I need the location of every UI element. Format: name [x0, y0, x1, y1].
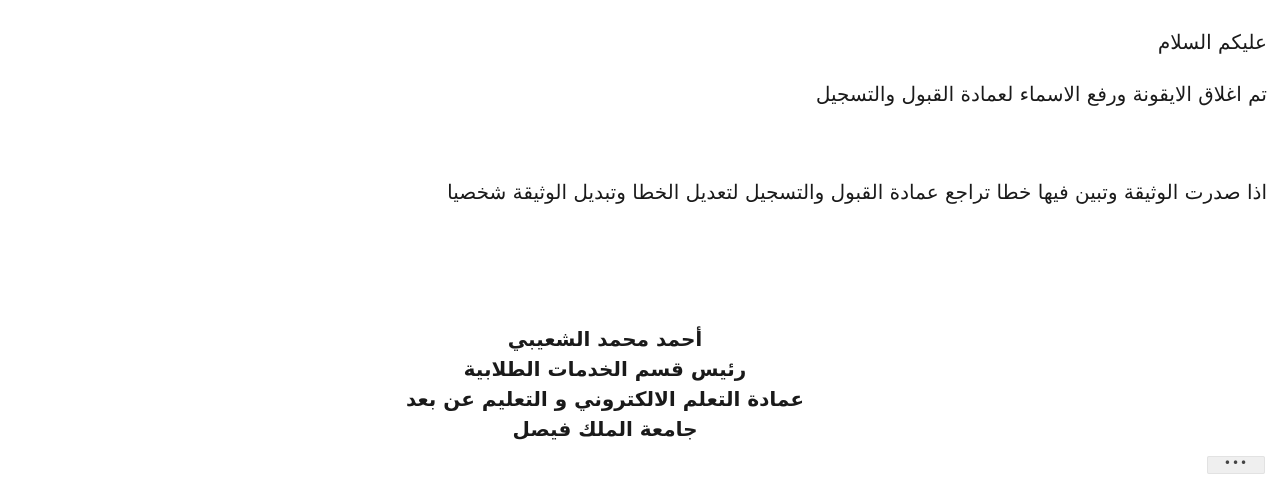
- message-line-closure: تم اغلاق الايقونة ورفع الاسماء لعمادة القبول والتسجيل: [815, 82, 1267, 106]
- message-line-instructions: اذا صدرت الوثيقة وتبين فيها خطا تراجع عمادة القبول والتسجيل لتعديل الخطا وتبديل الوثيقة شخصيا: [447, 180, 1267, 204]
- signature-title: رئيس قسم الخدمات الطلابية: [463, 357, 747, 381]
- greeting-text: عليكم السلام: [1157, 30, 1267, 54]
- signature-university: جامعة الملك فيصل: [512, 417, 698, 441]
- signature-name: أحمد محمد الشعيبي: [507, 327, 703, 351]
- email-signature: [250, 324, 960, 444]
- signature-department: عمادة التعلم الالكتروني و التعليم عن بعد: [405, 387, 805, 411]
- show-trimmed-content-button[interactable]: •••: [1207, 456, 1265, 474]
